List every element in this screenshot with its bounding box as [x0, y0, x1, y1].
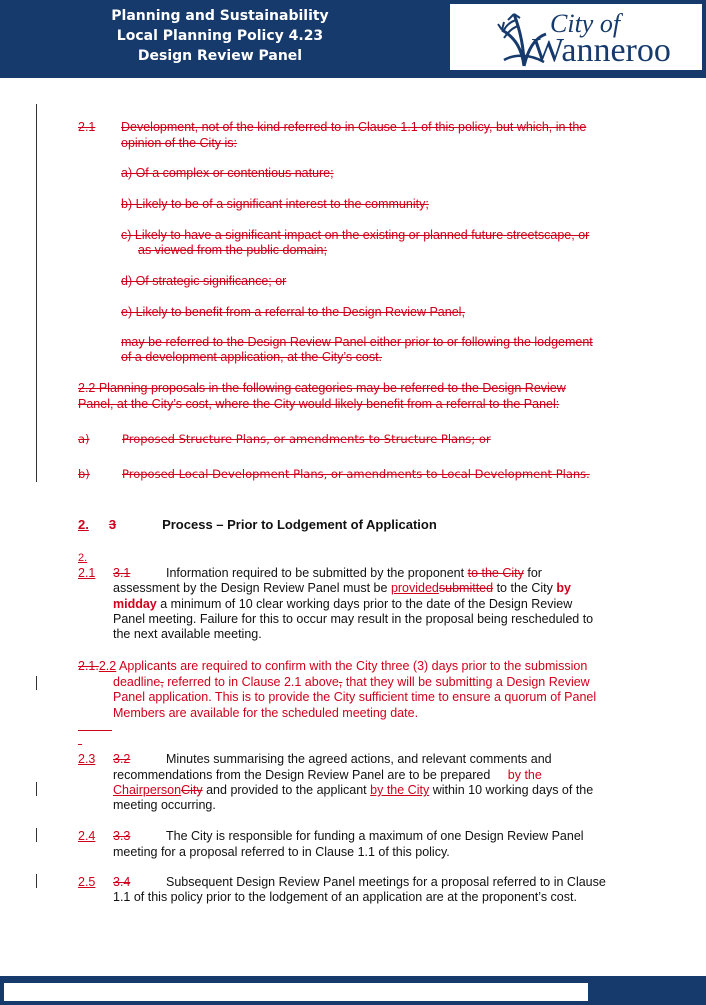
- text-run: deadline: [113, 675, 161, 689]
- deleted-comma: ,: [338, 675, 343, 689]
- inserted-bold-text: by: [556, 581, 571, 595]
- deleted-list-item: Proposed Local Development Plans, or amendments to Local Development Plans.: [122, 467, 590, 481]
- deleted-paragraph-number: 3.1: [113, 566, 131, 580]
- paragraph-text: [113, 597, 572, 613]
- page-header: [0, 0, 706, 78]
- text-run: recommendations from the Design Review Panel are to be prepared: [113, 768, 491, 782]
- paragraph-text: meeting for a proposal referred to in Clause 1.1 of this policy.: [113, 845, 450, 859]
- footer-panel: [4, 983, 588, 1001]
- deleted-list-item: d) Of strategic significance; or: [121, 274, 287, 288]
- paragraph-number: 2.5: [78, 875, 96, 889]
- stray-number: 2.: [78, 552, 88, 564]
- deleted-clause-text: Panel, at the City’s cost, where the City would likely benefit from a referral to the Panel:: [78, 397, 560, 411]
- text-run: within 10 working days of the: [432, 783, 594, 797]
- text-run: to the City: [496, 581, 553, 595]
- text-run: and provided to the applicant: [206, 783, 367, 797]
- deleted-list-number: a): [78, 432, 90, 446]
- inserted-number: 2.: [78, 517, 89, 532]
- deleted-number: 2.1.: [78, 659, 99, 673]
- paragraph-text: [113, 675, 590, 691]
- inserted-bold-text: midday: [113, 597, 157, 611]
- change-bar: [36, 676, 37, 690]
- paragraph-text: The City is responsible for funding a maximum of one Design Review Panel: [166, 829, 584, 843]
- paragraph-text: Panel application. This is to provide the City sufficient time to ensure a quorum of Panel: [113, 690, 597, 704]
- paragraph-text: [113, 581, 571, 597]
- change-bar: [36, 104, 37, 482]
- paragraph-text: [78, 659, 587, 675]
- text-run: assessment by the Design Review Panel must be: [113, 581, 388, 595]
- header-line-3: Design Review Panel: [137, 48, 303, 64]
- paragraph-text: 1.1 of this policy prior to the lodgement of an application are at the proponent’s cost.: [113, 890, 577, 904]
- text-run: Information required to be submitted by the proponent: [166, 566, 465, 580]
- deleted-list-item: as viewed from the public domain;: [138, 243, 327, 257]
- paragraph-text: Subsequent Design Review Panel meetings for a proposal referred to in Clause: [166, 875, 606, 889]
- paragraph-number: 2.1: [78, 566, 96, 580]
- inserted-text: provided: [390, 581, 439, 595]
- logo-city-text: City of: [550, 9, 621, 38]
- paragraph-text: Panel meeting. Failure for this to occur may result in the proposal being rescheduled to: [113, 612, 594, 626]
- text-run: that they will be submitting a Design Review: [345, 675, 590, 689]
- section-number: [78, 517, 437, 533]
- change-bar: [36, 782, 37, 796]
- logo-name-text: Wanneroo: [532, 32, 671, 69]
- section-title: Process – Prior to Lodgement of Application: [162, 517, 437, 532]
- deleted-list-item: e) Likely to benefit from a referral to the Design Review Panel,: [121, 305, 465, 319]
- change-bar: [36, 828, 37, 842]
- paragraph-text: Members are available for the scheduled meeting date.: [113, 706, 419, 720]
- deleted-list-item: Proposed Structure Plans, or amendments to Structure Plans; or: [122, 432, 491, 446]
- text-run: referred to in Clause 2.1 above: [167, 675, 339, 689]
- deleted-paragraph-number: 3.3: [113, 829, 131, 843]
- deleted-clause-text: Development, not of the kind referred to in Clause 1.1 of this policy, but which, in the: [121, 120, 587, 134]
- deleted-clause-number: 2.1: [78, 120, 96, 134]
- paragraph-number: 2.4: [78, 829, 96, 843]
- inserted-text: by the City: [370, 783, 430, 797]
- inserted-mark: [78, 744, 82, 745]
- deleted-text: submitted: [438, 581, 494, 595]
- paragraph-text: the next available meeting.: [113, 627, 262, 641]
- paragraph-text: [113, 783, 593, 799]
- deleted-comma: ,: [160, 675, 164, 689]
- deleted-tab: [116, 517, 162, 533]
- inserted-text: Chairperson: [113, 783, 182, 797]
- inserted-text: by the: [507, 768, 542, 782]
- header-title: [0, 6, 440, 66]
- deleted-list-item: b) Likely to be of a significant interest to the community;: [121, 197, 429, 211]
- text-run: Applicants are required to confirm with the City three (3) days prior to the submission: [119, 659, 588, 673]
- deleted-list-item: c) Likely to have a significant impact on the existing or planned future streetscape, or: [121, 228, 590, 242]
- deleted-clause-text: opinion of the City is:: [121, 136, 238, 150]
- header-line-2: Local Planning Policy 4.23: [116, 28, 324, 44]
- paragraph-text: [113, 768, 542, 784]
- paragraph-text: [166, 566, 542, 582]
- deleted-text: City: [181, 783, 203, 797]
- paragraph-text: meeting occurring.: [113, 798, 216, 812]
- text-run: a minimum of 10 clear working days prior to the date of the Design Review: [160, 597, 573, 611]
- deleted-clause-text: 2.2 Planning proposals in the following categories may be referred to the Design Review: [78, 381, 566, 395]
- deleted-number: 3: [108, 517, 117, 532]
- text-run: for: [527, 566, 542, 580]
- deleted-text: to the City: [467, 566, 524, 580]
- deleted-clause-text: may be referred to the Design Review Panel either prior to or following the lodgement: [121, 335, 593, 349]
- inserted-line: [78, 730, 112, 731]
- city-logo: [450, 4, 702, 70]
- paragraph-number: 2.3: [78, 752, 96, 766]
- change-bar: [36, 874, 37, 888]
- deleted-paragraph-number: 3.2: [113, 752, 131, 766]
- header-line-1: Planning and Sustainability: [111, 8, 329, 24]
- inserted-number: 2.2: [98, 659, 117, 673]
- deleted-list-item: a) Of a complex or contentious nature;: [121, 166, 334, 180]
- deleted-paragraph-number: 3.4: [113, 875, 131, 889]
- paragraph-text: Minutes summarising the agreed actions, and relevant comments and: [166, 752, 552, 766]
- deleted-clause-text: of a development application, at the City’s cost.: [121, 350, 383, 364]
- deleted-list-number: b): [78, 467, 90, 481]
